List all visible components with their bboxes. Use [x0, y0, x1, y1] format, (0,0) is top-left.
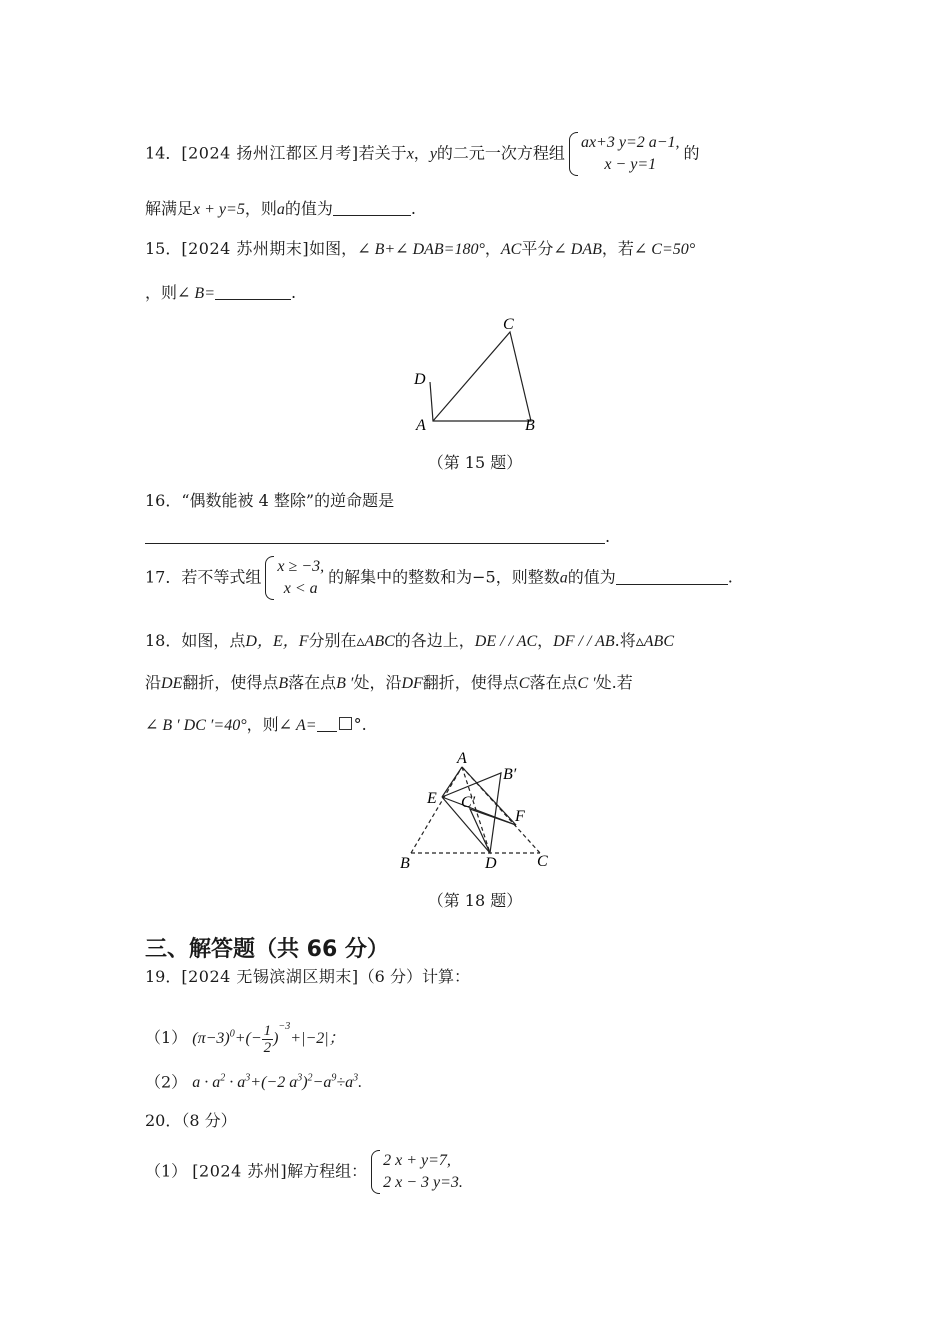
question-number: 14． [145, 143, 182, 163]
equation-2: 2 x − 3 y=3. [383, 1174, 463, 1191]
label-b-prime: B′ [503, 766, 517, 783]
punct: °. [353, 715, 367, 734]
question-source: [2024 无锡滨湖区期末] [181, 967, 359, 986]
question-text: 的解集中的整数和为 [328, 567, 473, 587]
question-18-line-1 [145, 630, 674, 653]
question-15-line-1 [145, 238, 695, 261]
label-d: D [414, 371, 426, 388]
math-expr: x + y=5 [193, 201, 245, 218]
question-text: ，则 [244, 199, 277, 218]
question-text: 解方程组： [287, 1161, 368, 1181]
question-text: 的值为 [284, 199, 333, 218]
math-expr: DF / / AB [553, 633, 615, 650]
question-text: 处.若 [595, 673, 633, 692]
math-expr: ∠ A= [278, 717, 317, 734]
question-15-line-2 [145, 282, 296, 305]
math-expr: $a \cdot a^2 \cdot a^3+(-2$ $a^3)^2-a^9\div a^3$. [192, 1073, 363, 1092]
question-18-line-2 [145, 672, 633, 695]
inequality-1: x ≥ −3, [277, 558, 325, 575]
question-text: ，则 [246, 715, 279, 734]
part-label: （1） [145, 1028, 188, 1047]
question-text: 翻折，使得点 [182, 673, 279, 692]
question-19-part-2 [145, 1068, 362, 1094]
question-number: 16． [145, 491, 182, 510]
math-expr: ▵ABC [635, 633, 674, 650]
question-number: 18． [145, 631, 182, 650]
math-expr: D，E，F [245, 633, 309, 650]
figure-18 [390, 745, 565, 875]
question-text: 沿 [145, 673, 162, 692]
question-19-part-1 [145, 1016, 345, 1056]
figure-15-caption: （第 15 题） [427, 453, 523, 472]
math-expr: DE / / AC [474, 633, 538, 650]
question-number: 15． [145, 239, 182, 258]
math-expr: ∠ B ′ DC ′=40° [145, 717, 247, 734]
answer-blank[interactable] [145, 527, 605, 544]
part-label: （2） [145, 1072, 188, 1092]
question-text: 的各边上， [394, 631, 475, 650]
question-text: 分别在 [308, 631, 357, 650]
question-text: 若关于 [358, 143, 407, 163]
figure-15 [400, 310, 560, 440]
question-16-line-2 [145, 526, 610, 548]
math-var: a [559, 569, 568, 587]
question-20-part-1 [145, 1150, 467, 1194]
label-c: C [503, 316, 514, 333]
math-expr: ∠ C=50° [633, 241, 696, 258]
question-text: 翻折，使得点 [422, 673, 519, 692]
placeholder-box-icon [339, 717, 352, 730]
part-label: （1） [145, 1161, 188, 1181]
question-text: “偶数能被 4 整除”的逆命题是 [181, 491, 395, 510]
label-a: A [416, 417, 426, 434]
question-14-line-1 [145, 132, 700, 176]
math-var: AC [500, 241, 522, 258]
math-expr: ∠ B= [177, 285, 215, 302]
math-var: y [429, 145, 437, 163]
question-text: 的二元一次方程组 [436, 143, 565, 163]
equation-2: x − y=1 [604, 156, 657, 173]
punct: . [410, 199, 416, 218]
equation-system [371, 1150, 463, 1194]
math-var: a [276, 201, 285, 218]
math-expr: ∠ B+∠ DAB=180° [357, 241, 485, 258]
question-text: 落在点 [529, 673, 578, 692]
question-number: 20． [145, 1111, 182, 1130]
question-text: 若不等式组 [181, 567, 262, 587]
question-source: [2024 苏州] [192, 1161, 288, 1181]
question-text: 落在点 [288, 673, 337, 692]
question-text: .将 [614, 631, 636, 650]
question-text: 如图， [309, 239, 358, 258]
punct: . [605, 527, 611, 546]
question-text: ，则 [145, 283, 178, 302]
question-text: 的 [683, 143, 700, 163]
equation-1: ax+3 y=2 a−1, [580, 134, 680, 151]
punct: ， [413, 143, 430, 163]
math-var: C ′ [577, 675, 596, 692]
question-text: 处，沿 [353, 673, 402, 692]
question-number: 19． [145, 967, 182, 986]
inequality-system [265, 556, 324, 600]
section-heading: 三、解答题（共 66 分） [145, 937, 389, 962]
math-var: B ′ [336, 675, 354, 692]
answer-blank[interactable] [317, 715, 337, 732]
math-expr: ▵ABC [356, 633, 395, 650]
question-source: [2024 苏州期末] [181, 239, 310, 258]
question-text: （6 分）计算： [358, 967, 470, 986]
question-16-line-1 [145, 490, 394, 512]
figure-18-caption: （第 18 题） [427, 891, 523, 910]
label-a: A [457, 750, 467, 767]
label-c-prime: C′ [461, 794, 476, 811]
question-text: ，则整数 [495, 567, 560, 587]
answer-blank[interactable] [333, 199, 411, 216]
label-c: C [537, 853, 548, 870]
label-e: E [427, 790, 437, 807]
question-19-line-1 [145, 966, 470, 988]
answer-blank[interactable] [215, 283, 291, 300]
equation-system [569, 132, 680, 176]
math-expr: −5 [472, 567, 496, 587]
figure-15-shape [430, 332, 531, 421]
label-b: B [525, 417, 535, 434]
question-number: 17． [145, 567, 182, 587]
question-text: 平分 [521, 239, 554, 258]
label-b: B [400, 855, 410, 872]
equation-1: 2 x + y=7, [383, 1152, 451, 1169]
question-20-line-1 [145, 1110, 237, 1132]
math-var: DF [401, 675, 423, 692]
math-expr: ∠ DAB [553, 241, 602, 258]
question-text: 如图，点 [181, 631, 246, 650]
question-text: 解满足 [145, 199, 194, 218]
label-d: D [485, 855, 497, 872]
math-var: C [518, 675, 530, 692]
question-source: [2024 扬州江都区月考] [181, 143, 359, 163]
segment-ab [411, 767, 462, 853]
math-var: B [278, 675, 289, 692]
inequality-2: x < a [283, 580, 318, 597]
question-14-line-2 [145, 198, 416, 221]
fraction: $\frac{1}{2}$ [263, 1022, 272, 1056]
question-17-line-1 [145, 556, 733, 600]
math-expr: $(\pi-3)^0+(-$ $\frac{1}{2}$ )$^{-3}$+|−2|； [192, 1021, 345, 1056]
punct: . [291, 283, 297, 302]
question-text: 的值为 [567, 567, 616, 587]
question-text: （8 分） [181, 1111, 237, 1130]
punct: ， [484, 239, 501, 258]
question-text: ，若 [601, 239, 634, 258]
label-f: F [515, 808, 525, 825]
math-var: x [406, 145, 414, 163]
punct: . [727, 567, 733, 587]
answer-blank[interactable] [616, 568, 728, 585]
punct: ， [537, 631, 554, 650]
question-18-line-3 [145, 714, 367, 737]
math-var: DE [161, 675, 183, 692]
